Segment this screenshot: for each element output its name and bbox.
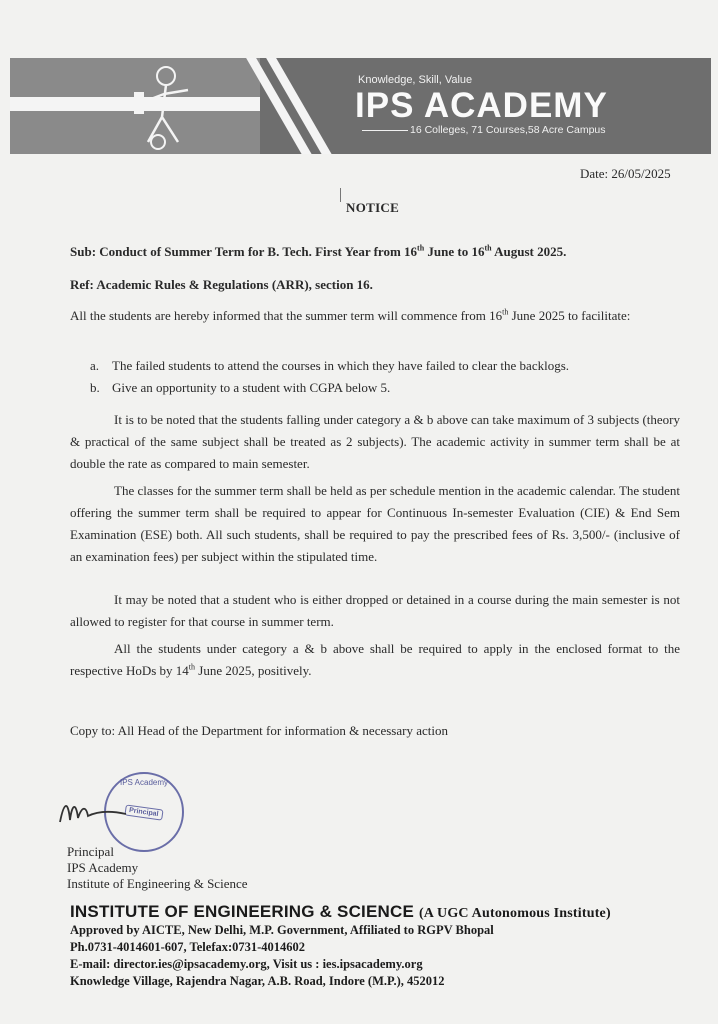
banner-tagline: Knowledge, Skill, Value xyxy=(358,74,473,86)
paragraph-category-limits: It is to be noted that the students falling under category a & b above can take maximum of 3 subjects (theory & practical of the same subject shall be treated as 2 subjects). The academic activity in summer term shall be at double the rate as compared to main semester. xyxy=(70,412,680,471)
email-line: E-mail: director.ies@ipsacademy.org, Visit us : ies.ipsacademy.org xyxy=(70,957,423,971)
brand-subtitle xyxy=(362,124,606,136)
brand-rule xyxy=(362,130,408,131)
brand-subtitle-text: 16 Colleges, 71 Courses,58 Acre Campus xyxy=(410,124,606,136)
subject-sup2: th xyxy=(484,243,492,253)
subject-text-b: June to 16 xyxy=(424,244,485,259)
phone-line: Ph.0731-4014601-607, Telefax:0731-4014602 xyxy=(70,940,306,954)
subject-label: Sub: xyxy=(70,244,97,259)
header-banner xyxy=(10,58,711,154)
subject-sup1: th xyxy=(417,243,425,253)
paragraph-apply-format xyxy=(70,638,680,682)
intro-sup: th xyxy=(502,307,509,317)
copy-to-line: Copy to: All Head of the Department for information & necessary action xyxy=(70,723,448,738)
principal-signature xyxy=(56,792,136,832)
list-marker: b. xyxy=(90,380,100,395)
list-marker: a. xyxy=(90,358,100,373)
subject-text-c: August 2025. xyxy=(491,244,567,259)
notice-date: Date: 26/05/2025 xyxy=(580,166,671,181)
intro-text-b: June 2025 to facilitate: xyxy=(508,308,631,323)
apply-text-a: All the students under category a & b above shall be required to apply in the enclosed format to the respective HoDs by 14 xyxy=(70,641,680,678)
autonomous-status: (A UGC Autonomous Institute) xyxy=(418,906,611,921)
academy-logo-icon xyxy=(118,62,208,152)
intro-text-a: All the students are hereby informed that the summer term will commence from 16 xyxy=(70,308,503,323)
intro-paragraph xyxy=(70,305,680,327)
subject-text-a: Conduct of Summer Term for B. Tech. First Year from 16 xyxy=(99,244,418,259)
stamp-ring-text: IPS Academy xyxy=(119,778,169,787)
institute-name-line xyxy=(70,902,710,922)
signatory-institute: Institute of Engineering & Science xyxy=(67,876,248,891)
notice-title: NOTICE xyxy=(346,200,400,215)
list-item xyxy=(90,355,670,377)
paragraph-schedule-fees: The classes for the summer term shall be held as per schedule mention in the academic calendar. The student offering the summer term shall be required to appear for Continuous In-semester Evaluation (CIE) & End Sem Examination (ESE) both. All such students, shall be required to pay the prescribed fees of Rs. 3,500/- (inclusive of an examination fees) per subject within the stipulated time. xyxy=(70,483,680,564)
list-text: The failed students to attend the courses in which they have failed to clear the backlogs. xyxy=(112,358,570,373)
institute-name: INSTITUTE OF ENGINEERING & SCIENCE xyxy=(70,902,414,921)
reference-line: Ref: Academic Rules & Regulations (ARR), section 16. xyxy=(70,277,373,292)
list-item xyxy=(90,377,670,399)
signature-block xyxy=(67,844,248,892)
subject-line xyxy=(70,241,680,263)
paragraph-dropped-detained: It may be noted that a student who is either dropped or detained in a course during the main semester is not allowed to register for that course in summer term. xyxy=(70,592,680,629)
apply-sup: th xyxy=(188,662,196,672)
signatory-org: IPS Academy xyxy=(67,860,139,875)
approval-line: Approved by AICTE, New Delhi, M.P. Government, Affiliated to RGPV Bhopal xyxy=(70,923,494,937)
list-text: Give an opportunity to a student with CGPA below 5. xyxy=(112,380,391,395)
brand-name: IPS ACADEMY xyxy=(355,86,608,125)
signatory-title: Principal xyxy=(67,844,114,859)
address-line: Knowledge Village, Rajendra Nagar, A.B. Road, Indore (M.P.), 452012 xyxy=(70,974,445,988)
apply-text-b: June 2025, positively. xyxy=(195,663,312,678)
stray-mark xyxy=(340,188,341,202)
letterhead-footer xyxy=(70,902,710,990)
stamp-center-text: Principal xyxy=(125,804,164,820)
